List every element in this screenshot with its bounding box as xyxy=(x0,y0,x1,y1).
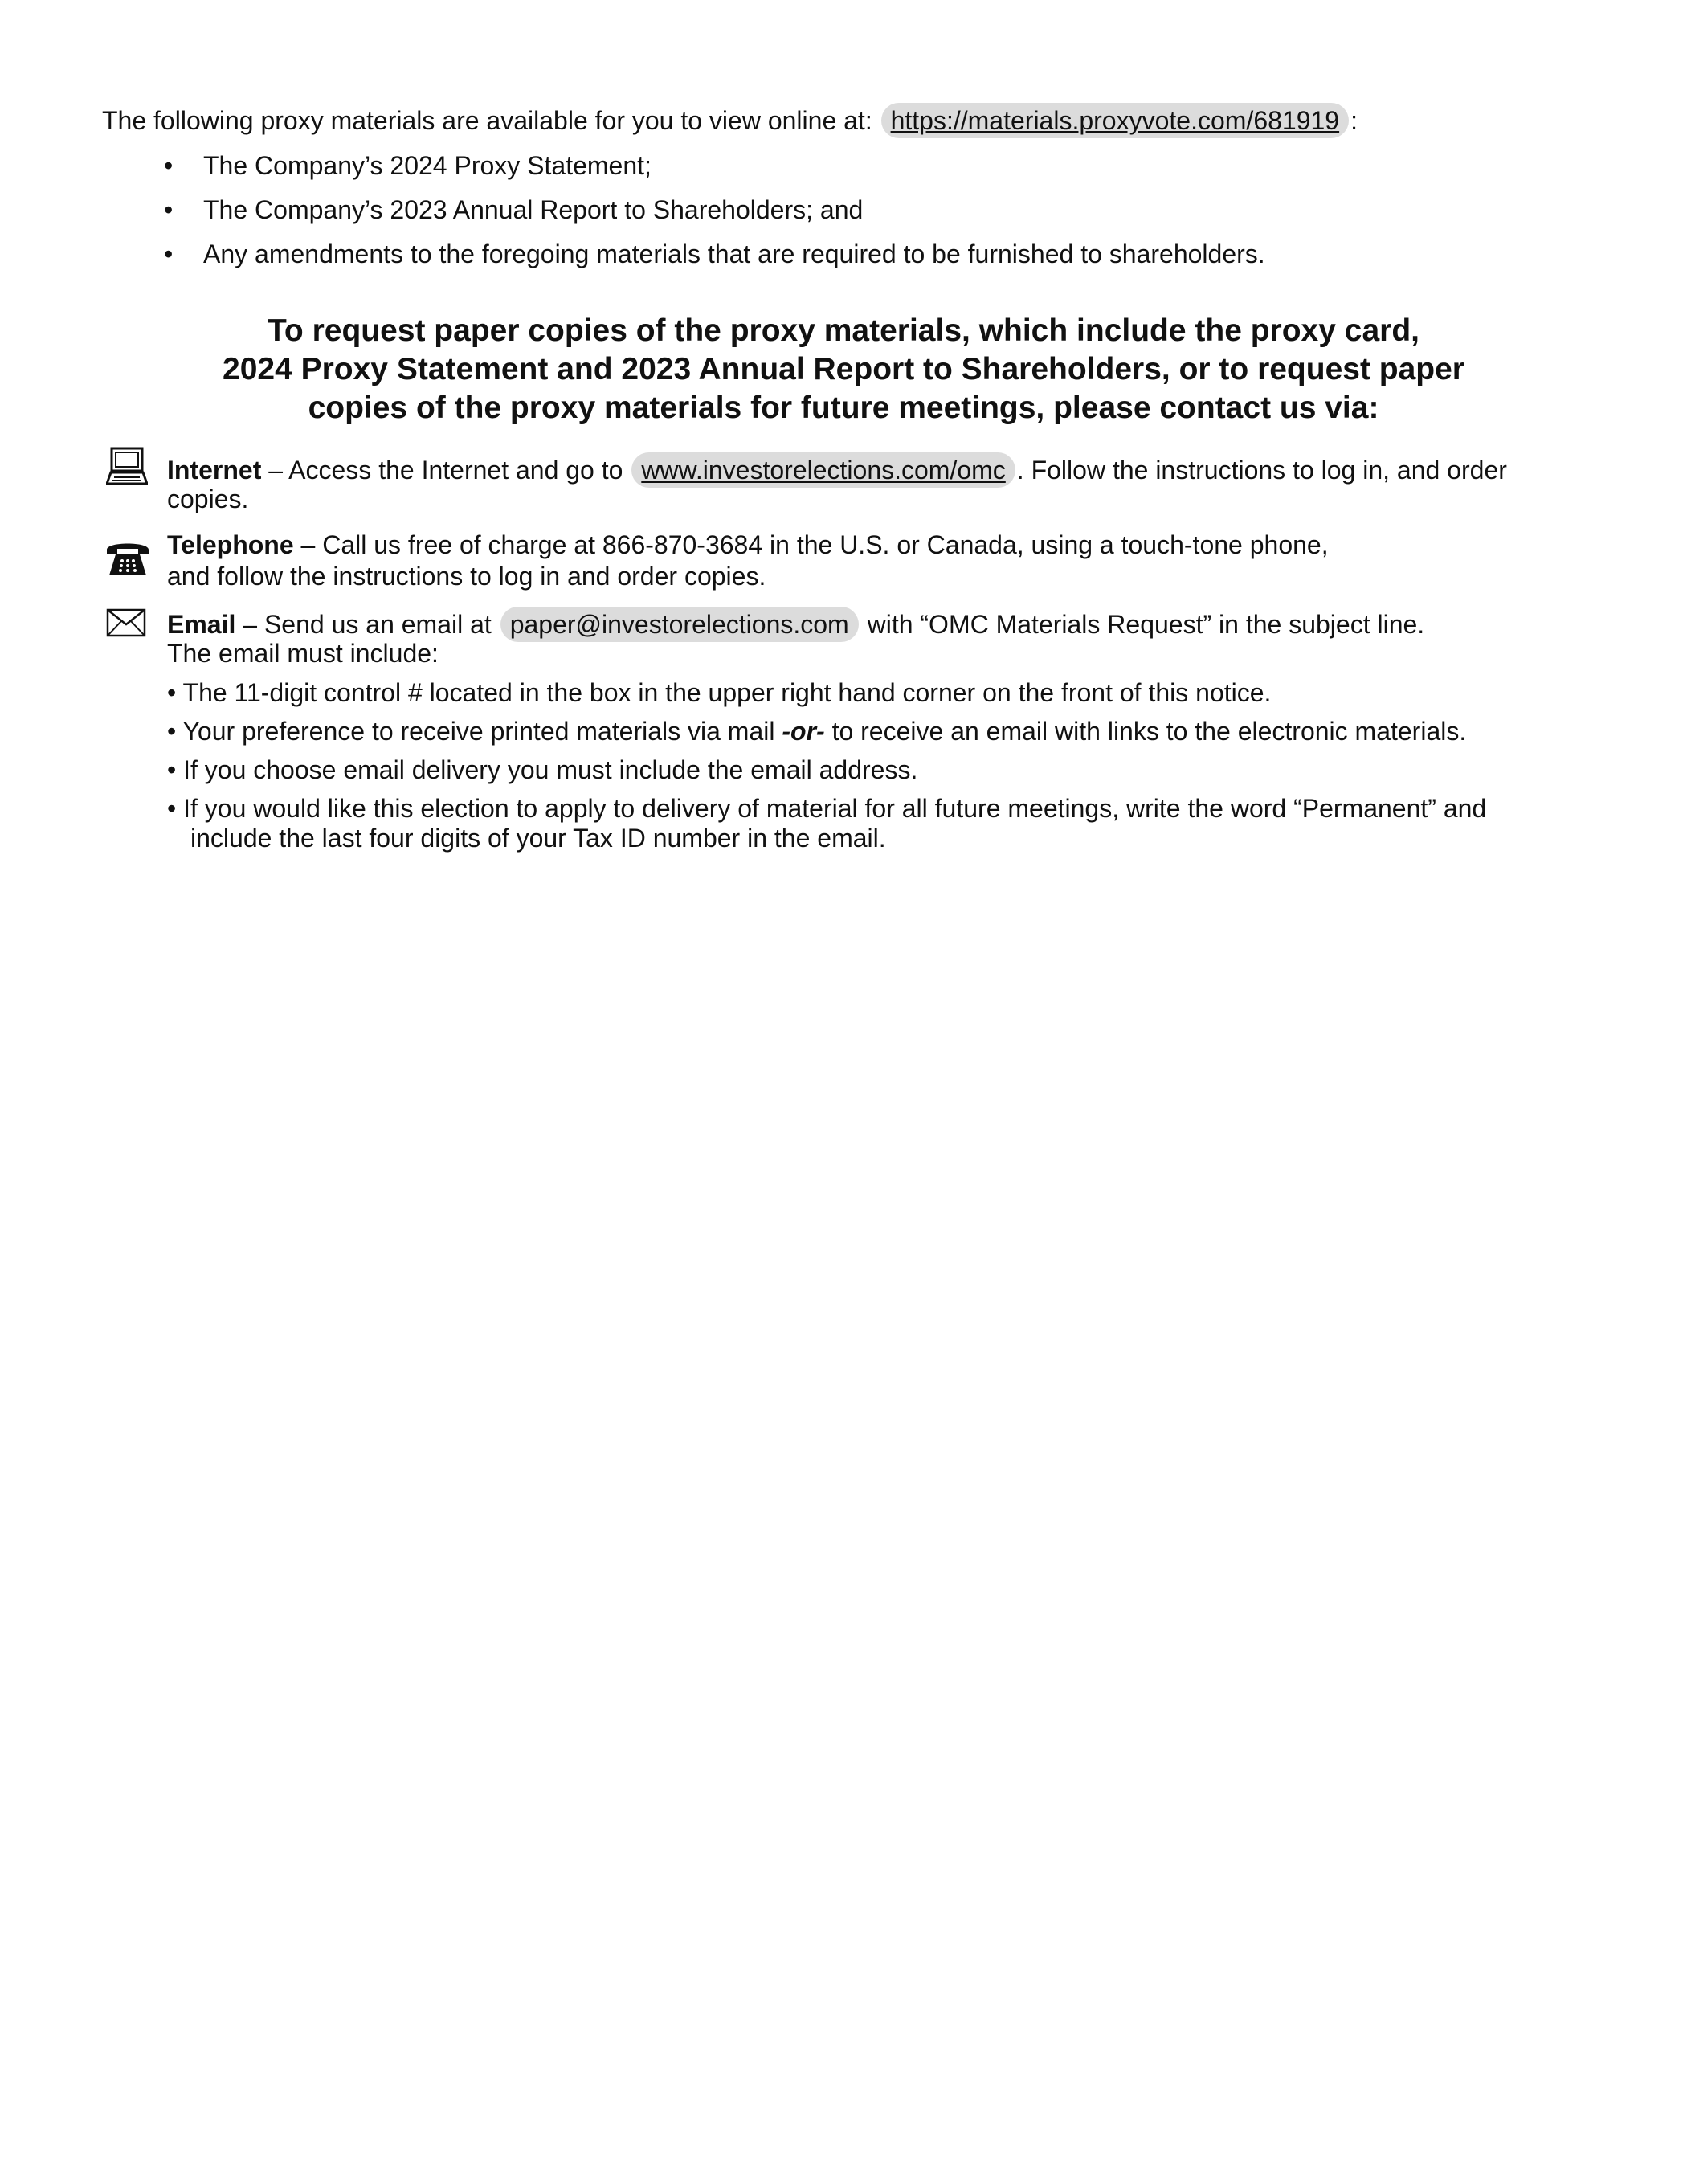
email-address-pill[interactable] xyxy=(500,607,859,642)
internet-pre: – Access the Internet and go to xyxy=(261,456,623,485)
computer-icon xyxy=(106,447,148,491)
request-heading-line-2: 2024 Proxy Statement and 2023 Annual Report to Shareholders, or to request paper xyxy=(223,352,1464,386)
telephone-icon xyxy=(104,537,151,581)
email-line-1 xyxy=(167,607,1424,642)
email-pre: – Send us an email at xyxy=(235,610,492,639)
telephone-line-2: and follow the instructions to log in and order copies. xyxy=(167,562,766,591)
email-item-delivery-text: If you choose email delivery you must include the email address. xyxy=(183,755,918,784)
preference-post: to receive an email with links to the electronic materials. xyxy=(831,717,1467,746)
bullet-dot: • xyxy=(167,717,183,746)
request-heading-line-1: To request paper copies of the proxy materials, which include the proxy card, xyxy=(268,313,1419,348)
bullet-dot: • xyxy=(164,195,174,224)
email-line-2: The email must include: xyxy=(167,639,439,668)
envelope-icon xyxy=(106,608,146,641)
proxyvote-link-pill[interactable] xyxy=(881,103,1350,138)
internet-line-1 xyxy=(167,452,1507,488)
intro-line xyxy=(102,103,1358,138)
email-address[interactable]: paper@investorelections.com xyxy=(509,610,849,639)
email-item-control-text: The 11-digit control # located in the box in the upper right hand corner on the front of this notice. xyxy=(182,678,1272,707)
bullet-dot: • xyxy=(167,755,184,784)
telephone-line-1 xyxy=(167,530,1329,560)
email-item-delivery xyxy=(167,755,917,785)
materials-item-amendments: Any amendments to the foregoing materials that are required to be furnished to shareholders. xyxy=(203,239,1265,268)
internet-label: Internet xyxy=(167,456,262,485)
materials-item-proxy-statement: The Company’s 2024 Proxy Statement; xyxy=(203,151,652,180)
bullet-dot: • xyxy=(164,239,174,268)
bullet-dot: • xyxy=(164,151,174,180)
request-heading-line-3: copies of the proxy materials for future meetings, please contact us via: xyxy=(308,391,1379,425)
intro-trailing: : xyxy=(1350,106,1358,135)
proxyvote-link[interactable]: https://materials.proxyvote.com/681919 xyxy=(890,106,1340,135)
preference-pre: Your preference to receive printed materials via mail xyxy=(182,717,775,746)
intro-text: The following proxy materials are available for you to view online at: xyxy=(102,106,872,135)
telephone-line-1-text: – Call us free of charge at 866-870-3684 in the U.S. or Canada, using a touch-tone phone, xyxy=(293,530,1329,559)
investorelections-link-pill[interactable] xyxy=(631,452,1015,488)
internet-post: . Follow the instructions to log in, and order xyxy=(1016,456,1507,485)
email-item-permanent-line-2: include the last four digits of your Tax ID number in the email. xyxy=(190,824,886,853)
email-item-preference xyxy=(167,716,1466,746)
email-post: with “OMC Materials Request” in the subject line. xyxy=(860,610,1425,639)
bullet-dot: • xyxy=(167,678,183,707)
materials-item-annual-report: The Company’s 2023 Annual Report to Shareholders; and xyxy=(203,195,864,224)
bullet-dot: • xyxy=(167,794,184,823)
preference-or: -or- xyxy=(782,717,825,746)
telephone-label: Telephone xyxy=(167,530,294,559)
email-item-permanent xyxy=(167,793,1486,824)
internet-line-2: copies. xyxy=(167,485,249,513)
email-item-permanent-line-1: If you would like this election to apply to delivery of material for all future meetings, write the word “Permanent” and xyxy=(183,794,1487,823)
investorelections-link[interactable]: www.investorelections.com/omc xyxy=(641,456,1006,485)
email-item-control xyxy=(167,677,1271,708)
email-label: Email xyxy=(167,610,236,639)
